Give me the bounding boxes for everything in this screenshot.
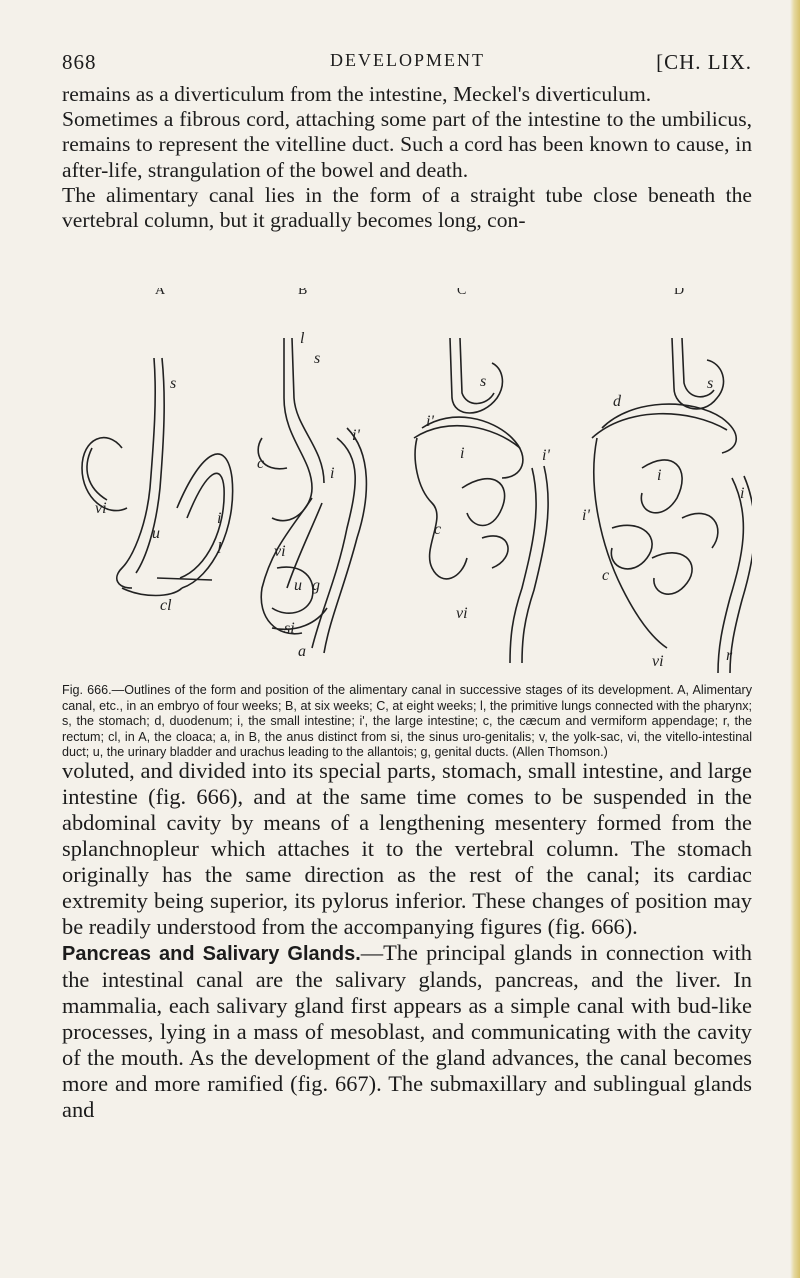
panel-label-c: C: [457, 288, 467, 298]
page-number: 868: [62, 50, 97, 74]
label-b-i: i: [330, 465, 335, 482]
label-d-i-prime: i': [582, 507, 590, 524]
figure-caption: Fig. 666.—Outlines of the form and position of the alimentary canal in successive stages of its development. A, Alimentary canal, etc., in an embryo of four weeks; B, at six weeks; C, at eight weeks; l, the primitive lungs connected with the pharynx; s, the stomach; d, duodenum; i, the small intestine; i', the large intestine; c, the cæcum and vermiform appendage; r, the rectum; cl, in A, the cloaca; a, in B, the anus distinct from si, the sinus uro-genitalis; v, the yolk-sac, vi, the vitello-intestinal duct; u, the urinary bladder and urachus leading to the allantois; g, genital ducts. (Allen Thomson.): [62, 683, 752, 759]
label-d-c: c: [602, 567, 610, 584]
paragraph: voluted, and divided into its special parts, stomach, small intestine, and large intestine (fig. 666), and at the same time comes to be suspended in the abdominal cavity by means of a lengthening mesentery formed from the splanchnopleur which attaches it to the vertebral column. The stomach originally has the same direction as the rest of the canal; its cardiac extremity being superior, its pylorus inferior. These changes of position may be readily understood from the accompanying figures (fig. 666).: [62, 758, 752, 939]
alimentary-canal-illustration: [62, 288, 752, 678]
label-b-s: s: [314, 350, 321, 367]
paragraph-top: [62, 82, 752, 233]
label-b-c: c: [257, 455, 265, 472]
running-title: DEVELOPMENT: [330, 50, 485, 70]
panel-label-a: A: [155, 288, 166, 298]
label-a-u: u: [152, 525, 160, 542]
label-a-i: i: [217, 510, 222, 527]
label-c-c: c: [434, 521, 442, 538]
label-c-vi: vi: [456, 605, 468, 622]
label-b-si: si: [284, 620, 295, 637]
paragraph: Sometimes a fibrous cord, attaching some part of the intestine to the umbilicus, remains to represent the vitelline duct. Such a cord has been known to cause, in after-life, strangulation of the bowel and death.: [62, 107, 752, 182]
chapter-marker: [CH. LIX.: [656, 50, 752, 74]
page-edge: [790, 0, 800, 1278]
label-c-i-prime-2: i': [542, 447, 550, 464]
label-c-i-prime: i': [426, 413, 434, 430]
panel-d-drawing: [592, 338, 752, 673]
label-c-s: s: [480, 373, 487, 390]
label-d-vi: vi: [652, 653, 664, 670]
label-c-i: i: [460, 445, 465, 462]
label-b-l: l: [300, 330, 305, 347]
page-header: [62, 50, 752, 80]
label-a-l: l: [217, 540, 222, 557]
label-d-i: i: [657, 467, 662, 484]
panel-a-drawing: [82, 358, 233, 596]
section-heading: Pancreas and Salivary Glands.: [62, 943, 361, 965]
label-a-cl: cl: [160, 597, 172, 614]
label-b-u: u: [294, 577, 302, 594]
label-b-vi: vi: [274, 543, 286, 560]
label-d-i-2: i: [740, 485, 745, 502]
paragraph: The alimentary canal lies in the form of a straight tube close beneath the vertebral column, but it gradually becomes long, con-: [62, 182, 752, 233]
label-d-r: r: [726, 647, 733, 664]
label-d-d: d: [613, 393, 621, 410]
label-d-s: s: [707, 375, 714, 392]
panel-label-b: B: [298, 288, 308, 298]
paragraph-bottom: [62, 758, 752, 1123]
paragraph-text: —The principal glands in connection with the intestinal canal are the salivary glands, pancreas, and the liver. In mammalia, each salivary gland first appears as a simple canal with bud-like processes, lying in a mass of mesoblast, and communicating with the cavity of the mouth. As the development of the gland advances, the canal becomes more and more ramified (fig. 667). The submaxillary and sublingual glands and: [62, 940, 752, 1122]
label-a-vi: vi: [95, 500, 107, 517]
label-a-s: s: [170, 375, 177, 392]
label-b-g: g: [312, 577, 320, 594]
label-b-i-prime: i': [352, 427, 360, 444]
panel-label-d: D: [674, 288, 685, 298]
paragraph-line: remains as a diverticulum from the intestine, Meckel's diverticulum.: [62, 82, 652, 106]
figure-666: [62, 288, 752, 678]
panel-b-drawing: [258, 338, 366, 653]
label-b-a: a: [298, 643, 306, 660]
